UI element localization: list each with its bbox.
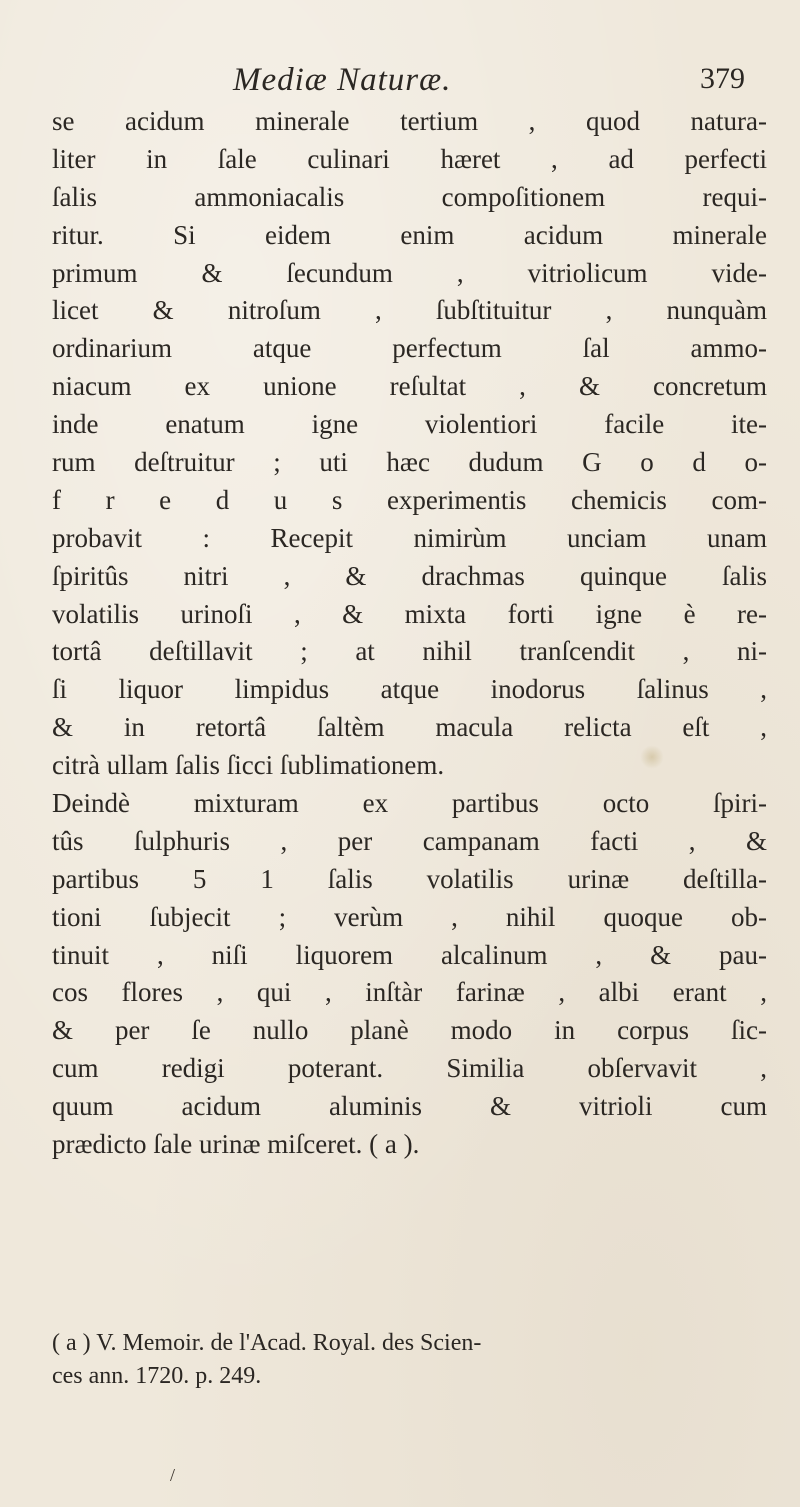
text-line: rum deſtruitur ; uti hæc dudum G o d o- [52,447,767,478]
text-line: cum redigi poterant. Similia obſervavit , [52,1053,767,1084]
text-line: quum acidum aluminis & vitrioli cum [52,1091,767,1122]
text-line: se acidum minerale tertium , quod natura- [52,106,767,136]
text-line: tûs ſulphuris , per campanam facti , & [52,825,767,856]
text-line: tinuit , niſi liquorem alcalinum , & pau- [52,939,767,970]
footnote-line: ces ann. 1720. p. 249. [52,1363,262,1389]
text-line: licet & nitroſum , ſubſtituitur , nunquàm [52,295,767,326]
text-line: & in retortâ ſaltèm macula relicta eſt , [52,712,767,743]
text-line: partibus 5 1 ſalis volatilis urinæ deſtilla- [52,863,767,894]
running-head: Mediæ Naturæ. [233,62,452,98]
text-line: f r e d u s experimentis chemicis com- [52,484,767,515]
footnote [52,1327,767,1393]
text-line: & per ſe nullo planè modo in corpus ſic- [52,1015,767,1046]
body-text [52,103,767,1164]
text-line: liter in ſale culinari hæret , ad perfecti [52,143,767,174]
text-line: prædicto ſale urinæ miſceret. ( a ). [52,1129,420,1160]
text-line: ſalis ammoniacalis compoſitionem requi- [52,181,767,212]
paper-stain [640,745,664,769]
text-line: ſpiritûs nitri , & drachmas quinque ſalis [52,560,767,591]
page-header [0,62,800,102]
page-number: 379 [700,62,745,95]
text-line: volatilis urinoſi , & mixta forti igne è re- [52,598,767,629]
text-line: niacum ex unione reſultat , & concretum [52,371,767,402]
text-line: inde enatum igne violentiori facile ite- [52,409,767,440]
text-line: tioni ſubjecit ; verùm , nihil quoque ob- [52,901,767,932]
text-line: ſi liquor limpidus atque inodorus ſalinus , [52,674,767,705]
footnote-line: ( a ) V. Memoir. de l'Acad. Royal. des Scien- [52,1330,482,1356]
text-line: Deindè mixturam ex partibus octo ſpiri- [52,788,767,819]
text-line: tortâ deſtillavit ; at nihil tranſcendit , ni- [52,636,767,667]
text-line: cos flores , qui , inſtàr farinæ , albi erant , [52,977,767,1008]
text-line: citrà ullam ſalis ſicci ſublimationem. [52,750,445,781]
text-line: ritur. Si eidem enim acidum minerale [52,219,767,250]
text-line: primum & ſecundum , vitriolicum vide- [52,257,767,288]
text-line: ordinarium atque perfectum ſal ammo- [52,333,767,364]
text-line: probavit : Recepit nimirùm unciam unam [52,522,767,553]
ink-speck: / [170,1465,176,1485]
